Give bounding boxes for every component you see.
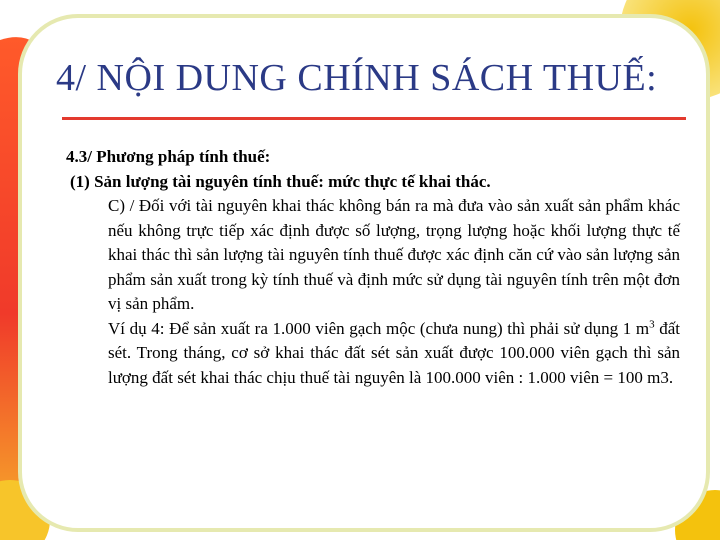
subheading: (1) Sản lượng tài nguyên tính thuế: mức thực tế khai thác. [70, 171, 491, 191]
paragraph-c: C) / Đối với tài nguyên khai thác không bán ra mà đưa vào sản xuất sản phẩm khác nếu không trực tiếp xác định được số lượng, trọng lượng hoặc khối lượng thực tế khai thác thì sản lượng tài nguyên tính thuế được xác định căn cứ vào sản lượng sản phẩm sản xuất trong kỳ tính thuế và định mức sử dụng tài nguyên tính trên một đơn vị sản phẩm. [108, 196, 680, 313]
title-divider [62, 117, 686, 120]
example-paragraph [66, 317, 680, 391]
example-superscript: 3 [649, 317, 655, 330]
example-text-part1: Ví dụ 4: Để sản xuất ra 1.000 viên gạch mộc (chưa nung) thì phải sử dụng 1 m [108, 318, 650, 338]
slide-title: 4/ NỘI DUNG CHÍNH SÁCH THUẾ: [56, 57, 658, 99]
example-text-part2: đất sét. Trong tháng, cơ sở khai thác đất sét sản xuất được 100.000 viên gạch thì sản lượng đất sét khai thác chịu thuế tài nguyên là 100.000 viên : 1.000 viên = 100 m3. [108, 318, 680, 387]
section-heading: 4.3/ Phương pháp tính thuế: [66, 147, 271, 166]
slide-content [66, 145, 680, 390]
